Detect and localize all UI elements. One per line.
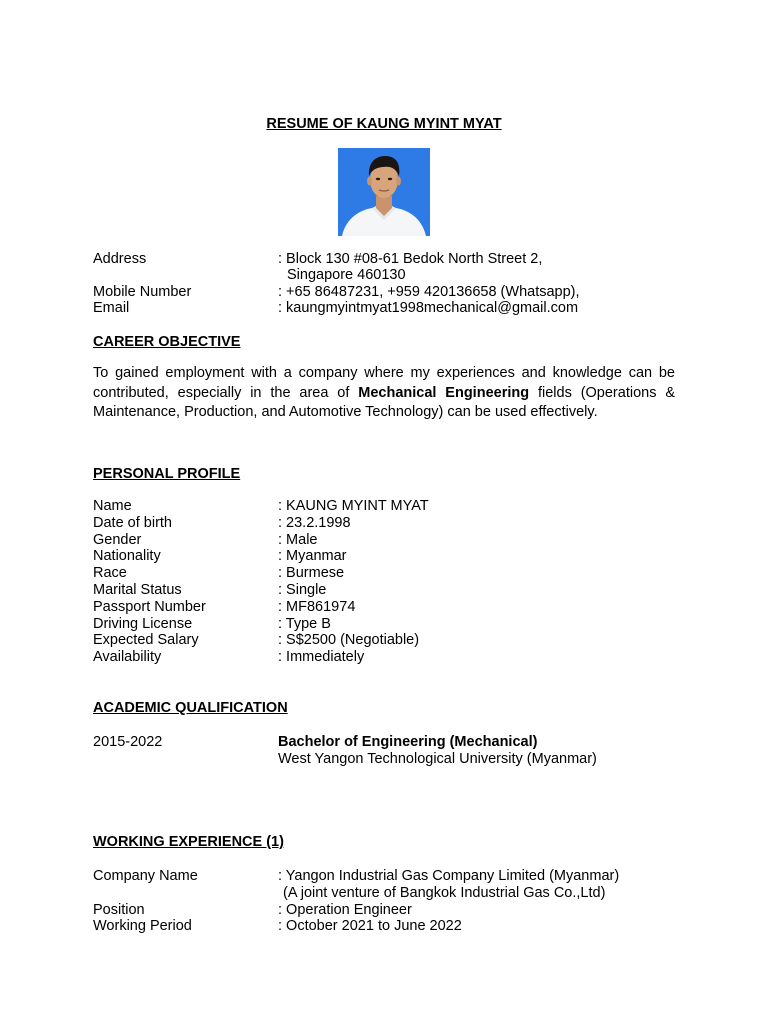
mobile-row [93,284,693,301]
profile-row [93,616,693,633]
profile-row-value: : Single [278,582,327,598]
profile-row-value: : Myanmar [278,548,347,565]
career-objective-heading: CAREER OBJECTIVE [93,334,241,350]
resume-title: RESUME OF KAUNG MYINT MYAT [266,116,502,132]
academic-row-university [93,751,693,768]
profile-row-label: Passport Number [93,598,206,615]
profile-row [93,599,693,616]
academic-university: West Yangon Technological University (Myanmar) [278,751,597,767]
profile-row-value: : KAUNG MYINT MYAT [278,498,429,514]
address-row [93,251,693,268]
profile-row-value: : Burmese [278,565,345,582]
profile-row [93,548,693,565]
address-label: Address [93,251,147,267]
profile-row-label: Gender [93,531,142,548]
profile-row-value: : MF861974 [278,598,356,615]
career-objective-text-start: To gained employment with a company where my experiences and knowledge can be contributed, especially in the area of [93,365,675,401]
career-objective-text [93,364,675,423]
profile-row [93,515,693,532]
profile-row-value: : 23.2.1998 [278,514,351,531]
profile-row [93,632,693,649]
profile-photo [338,148,430,236]
mobile-label: Mobile Number [93,284,192,300]
academic-heading: ACADEMIC QUALIFICATION [93,700,288,716]
profile-row-label: Driving License [93,615,193,632]
profile-row-label: Nationality [93,548,161,565]
profile-row-label: Availability [93,649,162,666]
profile-row-label: Race [93,565,127,582]
profile-row-value: : Immediately [278,649,365,666]
profile-row-label: Date of birth [93,514,172,531]
working-period-label: Working Period [93,918,192,934]
profile-row [93,582,693,599]
profile-row-label: Marital Status [93,582,182,598]
academic-period: 2015-2022 [93,734,163,750]
profile-row-label: Expected Salary [93,632,199,649]
position-row [93,902,693,919]
mobile-value: : +65 86487231, +959 420136658 (Whatsapp), [278,284,580,300]
address-value-line2: Singapore 460130 [287,267,406,283]
address-value: : Block 130 #08-61 Bedok North Street 2, [278,251,543,267]
profile-row-label: Name [93,498,132,514]
company-row [93,868,693,885]
email-label: Email [93,300,130,316]
profile-row [93,565,693,582]
working-period-row [93,918,693,935]
company-note: (A joint venture of Bangkok Industrial Gas Co.,Ltd) [283,885,606,901]
company-label: Company Name [93,868,198,884]
profile-row [93,498,693,515]
company-note-row [93,885,693,902]
academic-degree: Bachelor of Engineering (Mechanical) [278,734,538,750]
personal-profile-heading: PERSONAL PROFILE [93,466,241,482]
position-value: : Operation Engineer [278,902,412,918]
experience-heading: WORKING EXPERIENCE (1) [93,834,284,850]
profile-row-value: : Male [278,531,318,548]
position-label: Position [93,902,145,918]
email-row [93,300,693,317]
company-value: : Yangon Industrial Gas Company Limited (Myanmar) [278,868,620,884]
career-objective-highlight: Mechanical Engineering [358,384,530,401]
academic-row [93,734,693,751]
working-period-value: : October 2021 to June 2022 [278,918,462,934]
profile-row-value: : Type B [278,615,331,632]
address-row-continued [93,267,693,284]
profile-row [93,532,693,549]
email-value: : kaungmyintmyat1998mechanical@gmail.com [278,300,579,316]
profile-row [93,649,693,666]
profile-row-value: : S$2500 (Negotiable) [278,632,420,649]
career-objective-text-end: fields (Operations & Maintenance, Production, and Automotive Technology) can be used effectively. [93,384,675,420]
